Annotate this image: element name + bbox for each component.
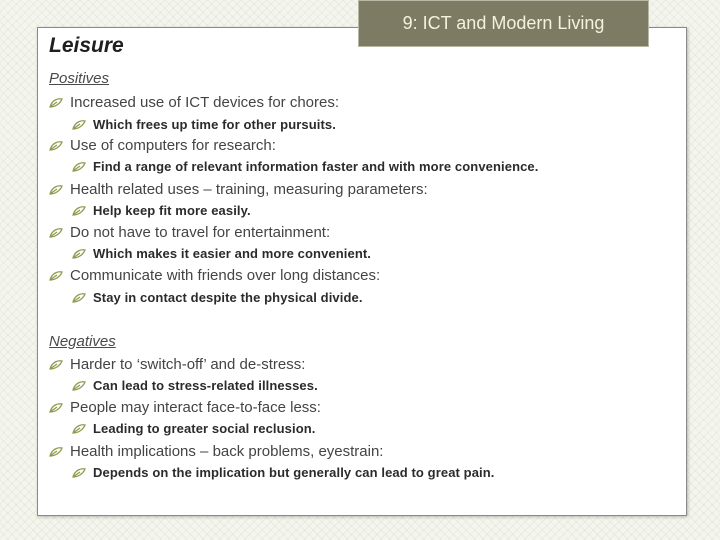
leaf-bullet-icon <box>49 359 63 371</box>
positive-subitem-text: Help keep fit more easily. <box>93 203 251 218</box>
leaf-bullet-icon <box>49 270 63 282</box>
positive-subitem-text: Find a range of relevant information faster and with more convenience. <box>93 159 539 174</box>
leaf-bullet-icon <box>49 184 63 196</box>
positive-subitem-text: Which frees up time for other pursuits. <box>93 117 336 132</box>
negative-item-3 <box>49 443 383 460</box>
positive-item-text: Increased use of ICT devices for chores: <box>70 94 340 111</box>
positive-subitem-3 <box>72 203 251 218</box>
positive-subitem-4 <box>72 246 371 261</box>
negative-subitem-1 <box>72 378 318 393</box>
negative-subitem-2 <box>72 421 316 436</box>
positive-item-3 <box>49 181 428 198</box>
page-title: Leisure <box>49 34 124 57</box>
positive-subitem-text: Which makes it easier and more convenient. <box>93 246 372 261</box>
negative-subitem-text: Can lead to stress-related illnesses. <box>93 378 318 393</box>
positive-subitem-2 <box>72 159 538 174</box>
positive-subitem-1 <box>72 117 336 132</box>
negative-subitem-3 <box>72 465 495 480</box>
negative-item-text: Harder to ‘switch-off’ and de-stress: <box>70 356 306 373</box>
positive-item-4 <box>49 224 330 241</box>
positive-item-text: Use of computers for research: <box>70 137 276 154</box>
positive-subitem-text: Stay in contact despite the physical divide. <box>93 290 363 305</box>
positive-item-text: Do not have to travel for entertainment: <box>70 224 331 241</box>
leaf-bullet-icon <box>72 119 86 131</box>
leaf-bullet-icon <box>49 140 63 152</box>
negative-subitem-text: Depends on the implication but generally can lead to great pain. <box>93 465 495 480</box>
leaf-bullet-icon <box>72 248 86 260</box>
positive-item-5 <box>49 267 380 284</box>
positives-heading: Positives <box>49 70 110 87</box>
leaf-bullet-icon <box>72 205 86 217</box>
leaf-bullet-icon <box>49 97 63 109</box>
positive-subitem-5 <box>72 290 363 305</box>
positive-item-2 <box>49 137 276 154</box>
positive-item-text: Health related uses – training, measuring parameters: <box>70 181 428 198</box>
leaf-bullet-icon <box>72 380 86 392</box>
leaf-bullet-icon <box>72 467 86 479</box>
positive-item-text: Communicate with friends over long distances: <box>70 267 381 284</box>
negatives-heading: Negatives <box>49 333 116 350</box>
negative-item-2 <box>49 399 321 416</box>
positive-item-1 <box>49 94 339 111</box>
leaf-bullet-icon <box>49 402 63 414</box>
banner-text: 9: ICT and Modern Living <box>402 13 605 33</box>
leaf-bullet-icon <box>72 423 86 435</box>
negative-subitem-text: Leading to greater social reclusion. <box>93 421 316 436</box>
title-banner <box>358 0 649 47</box>
leaf-bullet-icon <box>72 161 86 173</box>
leaf-bullet-icon <box>49 227 63 239</box>
leaf-bullet-icon <box>72 292 86 304</box>
leaf-bullet-icon <box>49 446 63 458</box>
negative-item-text: Health implications – back problems, eyestrain: <box>70 443 384 460</box>
negative-item-1 <box>49 356 305 373</box>
negative-item-text: People may interact face-to-face less: <box>70 399 321 416</box>
